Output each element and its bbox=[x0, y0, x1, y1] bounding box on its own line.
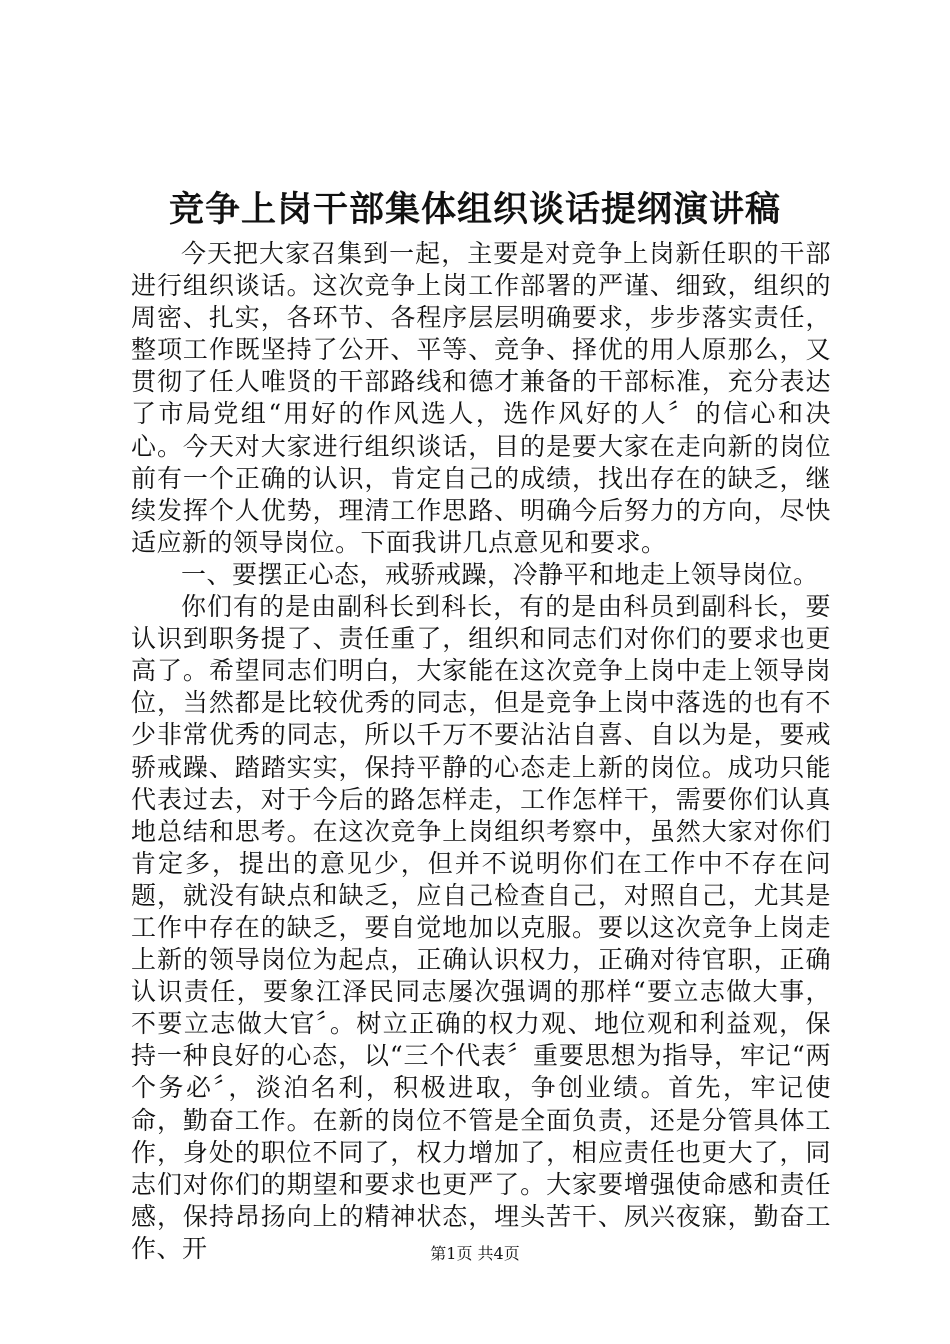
section-heading-1: 一、要摆正心态，戒骄戒躁，冷静平和地走上领导岗位。 bbox=[181, 559, 819, 589]
document-body bbox=[131, 238, 831, 1265]
document-title: 竞争上岗干部集体组织谈话提纲演讲稿 bbox=[168, 189, 781, 230]
paragraph-intro: 今天把大家召集到一起，主要是对竞争上岗新任职的干部进行组织谈话。这次竞争上岗工作部署的严谨、细致，组织的周密、扎实，各环节、各程序层层明确要求，步步落实责任，整项工作既坚持了公开、平等、竞争、择优的用人原那么，又贯彻了任人唯贤的干部路线和德才兼备的干部标准，充分表达了市局党组“用好的作风选人，选作风好的人〞的信心和决心。今天对大家进行组织谈话，目的是要大家在走向新的岗位前有一个正确的认识，肯定自己的成绩，找出存在的缺乏，继续发挥个人优势，理清工作思路、明确今后努力的方向，尽快适应新的领导岗位。下面我讲几点意见和要求。 bbox=[131, 239, 831, 557]
page-footer: 第1页 共4页 bbox=[430, 1244, 520, 1263]
paragraph-section-1: 你们有的是由副科长到科长，有的是由科员到副科长，要认识到职务提了、责任重了，组织和同志们对你们的要求也更高了。希望同志们明白，大家能在这次竞争上岗中走上领导岗位，当然都是比较优秀的同志，但是竞争上岗中落选的也有不少非常优秀的同志，所以千万不要沾沾自喜、自以为是，要戒骄戒躁、踏踏实实，保持平静的心态走上新的岗位。成功只能代表过去，对于今后的路怎样走，工作怎样干，需要你们认真地总结和思考。在这次竞争上岗组织考察中，虽然大家对你们肯定多，提出的意见少，但并不说明你们在工作中不存在问题，就没有缺点和缺乏，应自己检查自己，对照自己，尤其是工作中存在的缺乏，要自觉地加以克服。要以这次竞争上岗走上新的领导岗位为起点，正确认识权力，正确对待官职，正确认识责任，要象江泽民同志屡次强调的那样“要立志做大事，不要立志做大官〞。树立正确的权力观、地位观和利益观，保持一种良好的心态，以“三个代表〞重要思想为指导，牢记“两个务必〞，淡泊名利，积极进取，争创业绩。首先，牢记使命，勤奋工作。在新的岗位不管是全面负责，还是分管具体工作，身处的职位不同了，权力增加了，相应责任也更大了，同志们对你们的期望和要求也更严了。大家要增强使命感和责任感，保持昂扬向上的精神状态，埋头苦干、夙兴夜寐，勤奋工作、开 bbox=[131, 592, 831, 1263]
